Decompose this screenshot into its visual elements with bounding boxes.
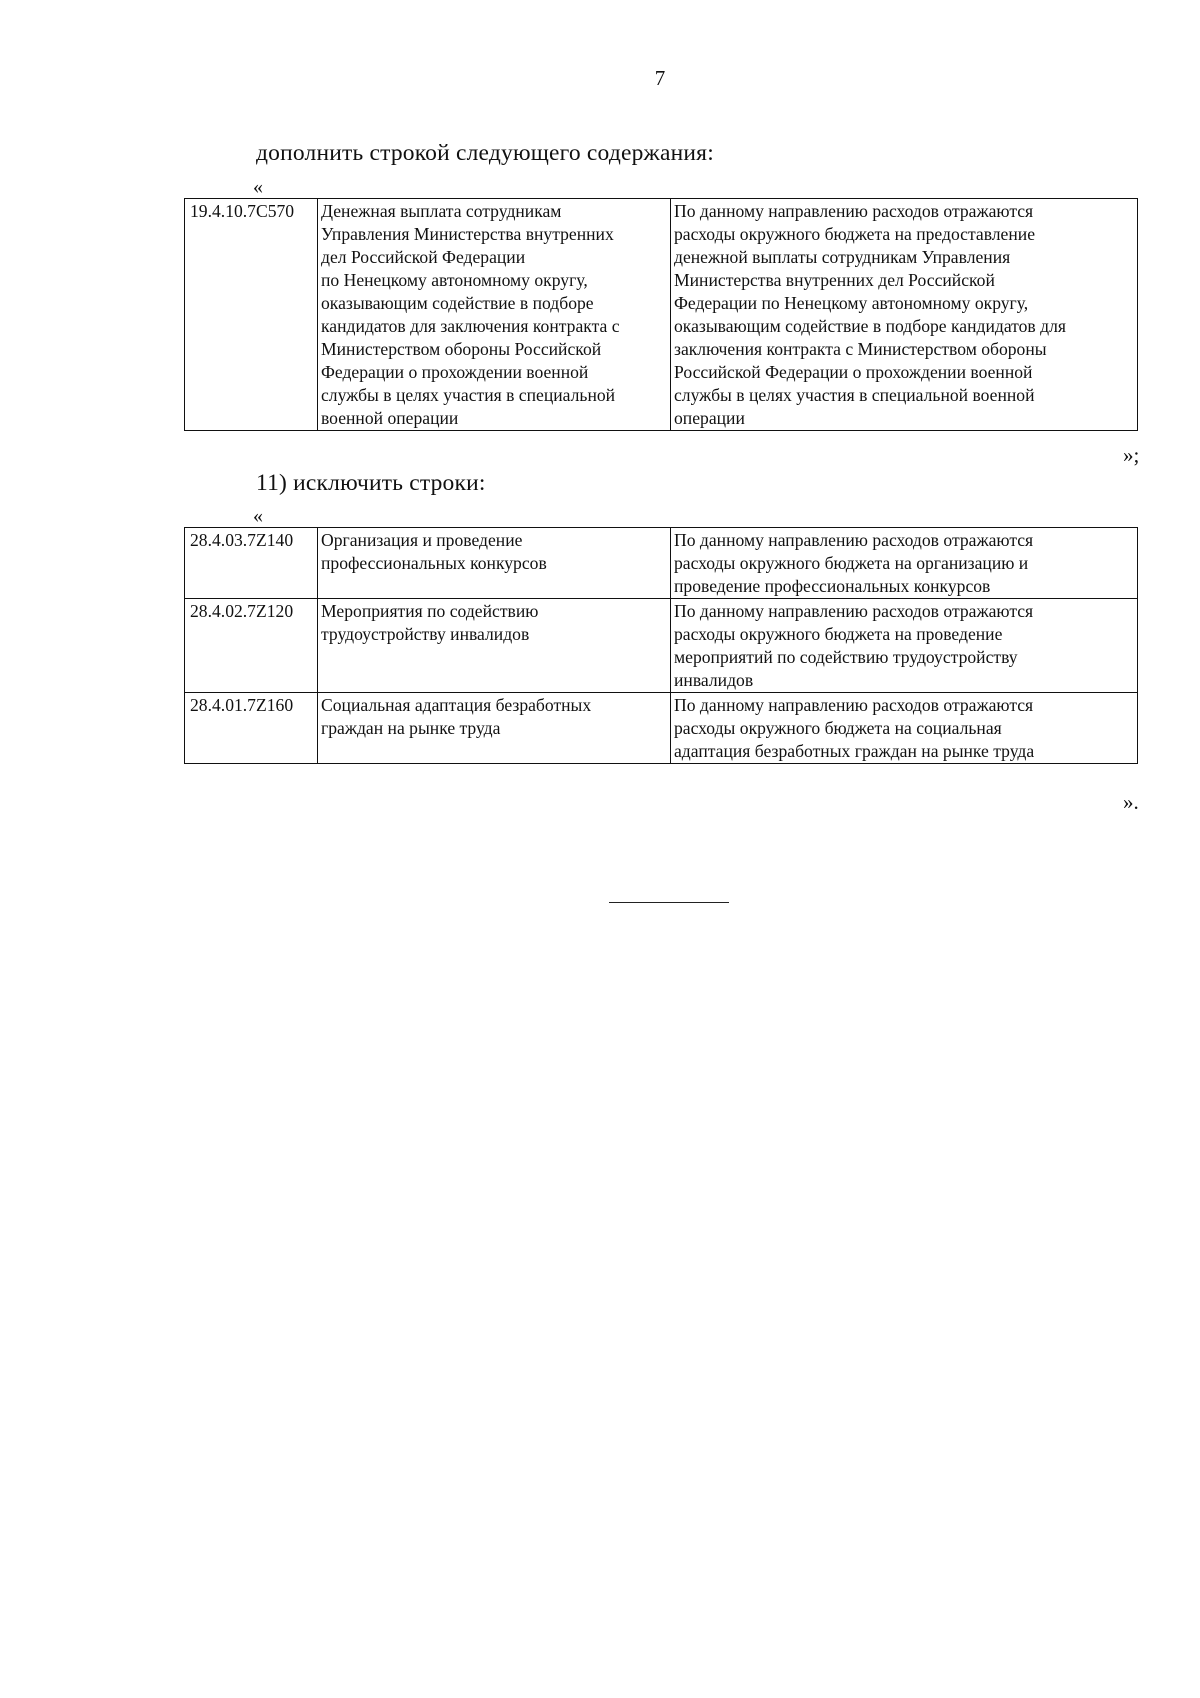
section-add-quote-open: « — [253, 176, 263, 198]
removed-rows-table — [184, 527, 1138, 764]
expense-name-line: Федерации о прохождении военной — [321, 362, 589, 382]
expense-description-line: По данному направлению расходов отражаются — [674, 695, 1034, 715]
expense-description-line: Федерации по Ненецкому автономному округу, — [674, 293, 1029, 313]
expense-name-line: оказывающим содействие в подборе — [321, 293, 594, 313]
added-rows-table — [184, 198, 1138, 431]
expense-name-line: по Ненецкому автономному округу, — [321, 270, 588, 290]
expense-name-line: службы в целях участия в специальной — [321, 385, 616, 405]
expense-description-line: проведение профессиональных конкурсов — [674, 576, 991, 596]
expense-name-line: кандидатов для заключения контракта с — [321, 316, 620, 336]
section-add-quote-close: »; — [1123, 443, 1140, 467]
expense-name-line: дел Российской Федерации — [321, 247, 526, 267]
section-remove-quote-open: « — [253, 505, 263, 527]
expense-description-line: инвалидов — [674, 670, 754, 690]
expense-name-line: граждан на рынке труда — [321, 718, 501, 738]
expense-description-cell — [671, 693, 1138, 764]
expense-description-line: Министерства внутренних дел Российской — [674, 270, 995, 290]
expense-name-cell — [318, 599, 671, 693]
expense-description-cell — [671, 199, 1138, 431]
expense-name-line: Мероприятия по содействию — [321, 601, 539, 621]
expense-name-line: военной операции — [321, 408, 459, 428]
end-separator-line — [609, 902, 729, 903]
expense-description-line: расходы окружного бюджета на организацию и — [674, 553, 1029, 573]
expense-description-line: денежной выплаты сотрудникам Управления — [674, 247, 1011, 267]
section-add-intro: дополнить строкой следующего содержания: — [256, 140, 714, 166]
expense-name-line: Организация и проведение — [321, 530, 523, 550]
expense-description-line: Российской Федерации о прохождении военной — [674, 362, 1033, 382]
expense-description-line: По данному направлению расходов отражаются — [674, 601, 1034, 621]
expense-description-line: операции — [674, 408, 745, 428]
expense-name-cell — [318, 528, 671, 599]
table-row — [185, 693, 1138, 764]
expense-name-line: Управления Министерства внутренних — [321, 224, 614, 244]
page-number: 7 — [654, 66, 666, 90]
expense-name-line: Министерством обороны Российской — [321, 339, 602, 359]
section-remove-intro: 11) исключить строки: — [256, 470, 486, 496]
expense-description-line: заключения контракта с Министерством обороны — [674, 339, 1047, 359]
table-row — [185, 528, 1138, 599]
budget-code-cell: 28.4.03.7Z140 — [185, 528, 318, 599]
budget-code-cell: 28.4.01.7Z160 — [185, 693, 318, 764]
expense-description-line: адаптация безработных граждан на рынке труда — [674, 741, 1035, 761]
expense-name-line: Денежная выплата сотрудникам — [321, 201, 562, 221]
expense-description-line: По данному направлению расходов отражаются — [674, 530, 1034, 550]
expense-name-line: профессиональных конкурсов — [321, 553, 547, 573]
expense-description-line: оказывающим содействие в подборе кандидатов для — [674, 316, 1066, 336]
expense-name-cell — [318, 199, 671, 431]
expense-description-line: По данному направлению расходов отражаются — [674, 201, 1034, 221]
expense-name-cell — [318, 693, 671, 764]
expense-name-line: трудоустройству инвалидов — [321, 624, 530, 644]
expense-description-line: расходы окружного бюджета на проведение — [674, 624, 1003, 644]
budget-code-cell: 28.4.02.7Z120 — [185, 599, 318, 693]
table-row — [185, 599, 1138, 693]
expense-description-cell — [671, 528, 1138, 599]
table-row — [185, 199, 1138, 431]
expense-name-line: Социальная адаптация безработных — [321, 695, 592, 715]
section-remove-quote-close: ». — [1123, 790, 1139, 814]
expense-description-line: службы в целях участия в специальной военной — [674, 385, 1035, 405]
expense-description-line: расходы окружного бюджета на предоставление — [674, 224, 1036, 244]
expense-description-line: расходы окружного бюджета на социальная — [674, 718, 1002, 738]
expense-description-line: мероприятий по содействию трудоустройству — [674, 647, 1018, 667]
budget-code-cell: 19.4.10.7С570 — [185, 199, 318, 431]
expense-description-cell — [671, 599, 1138, 693]
